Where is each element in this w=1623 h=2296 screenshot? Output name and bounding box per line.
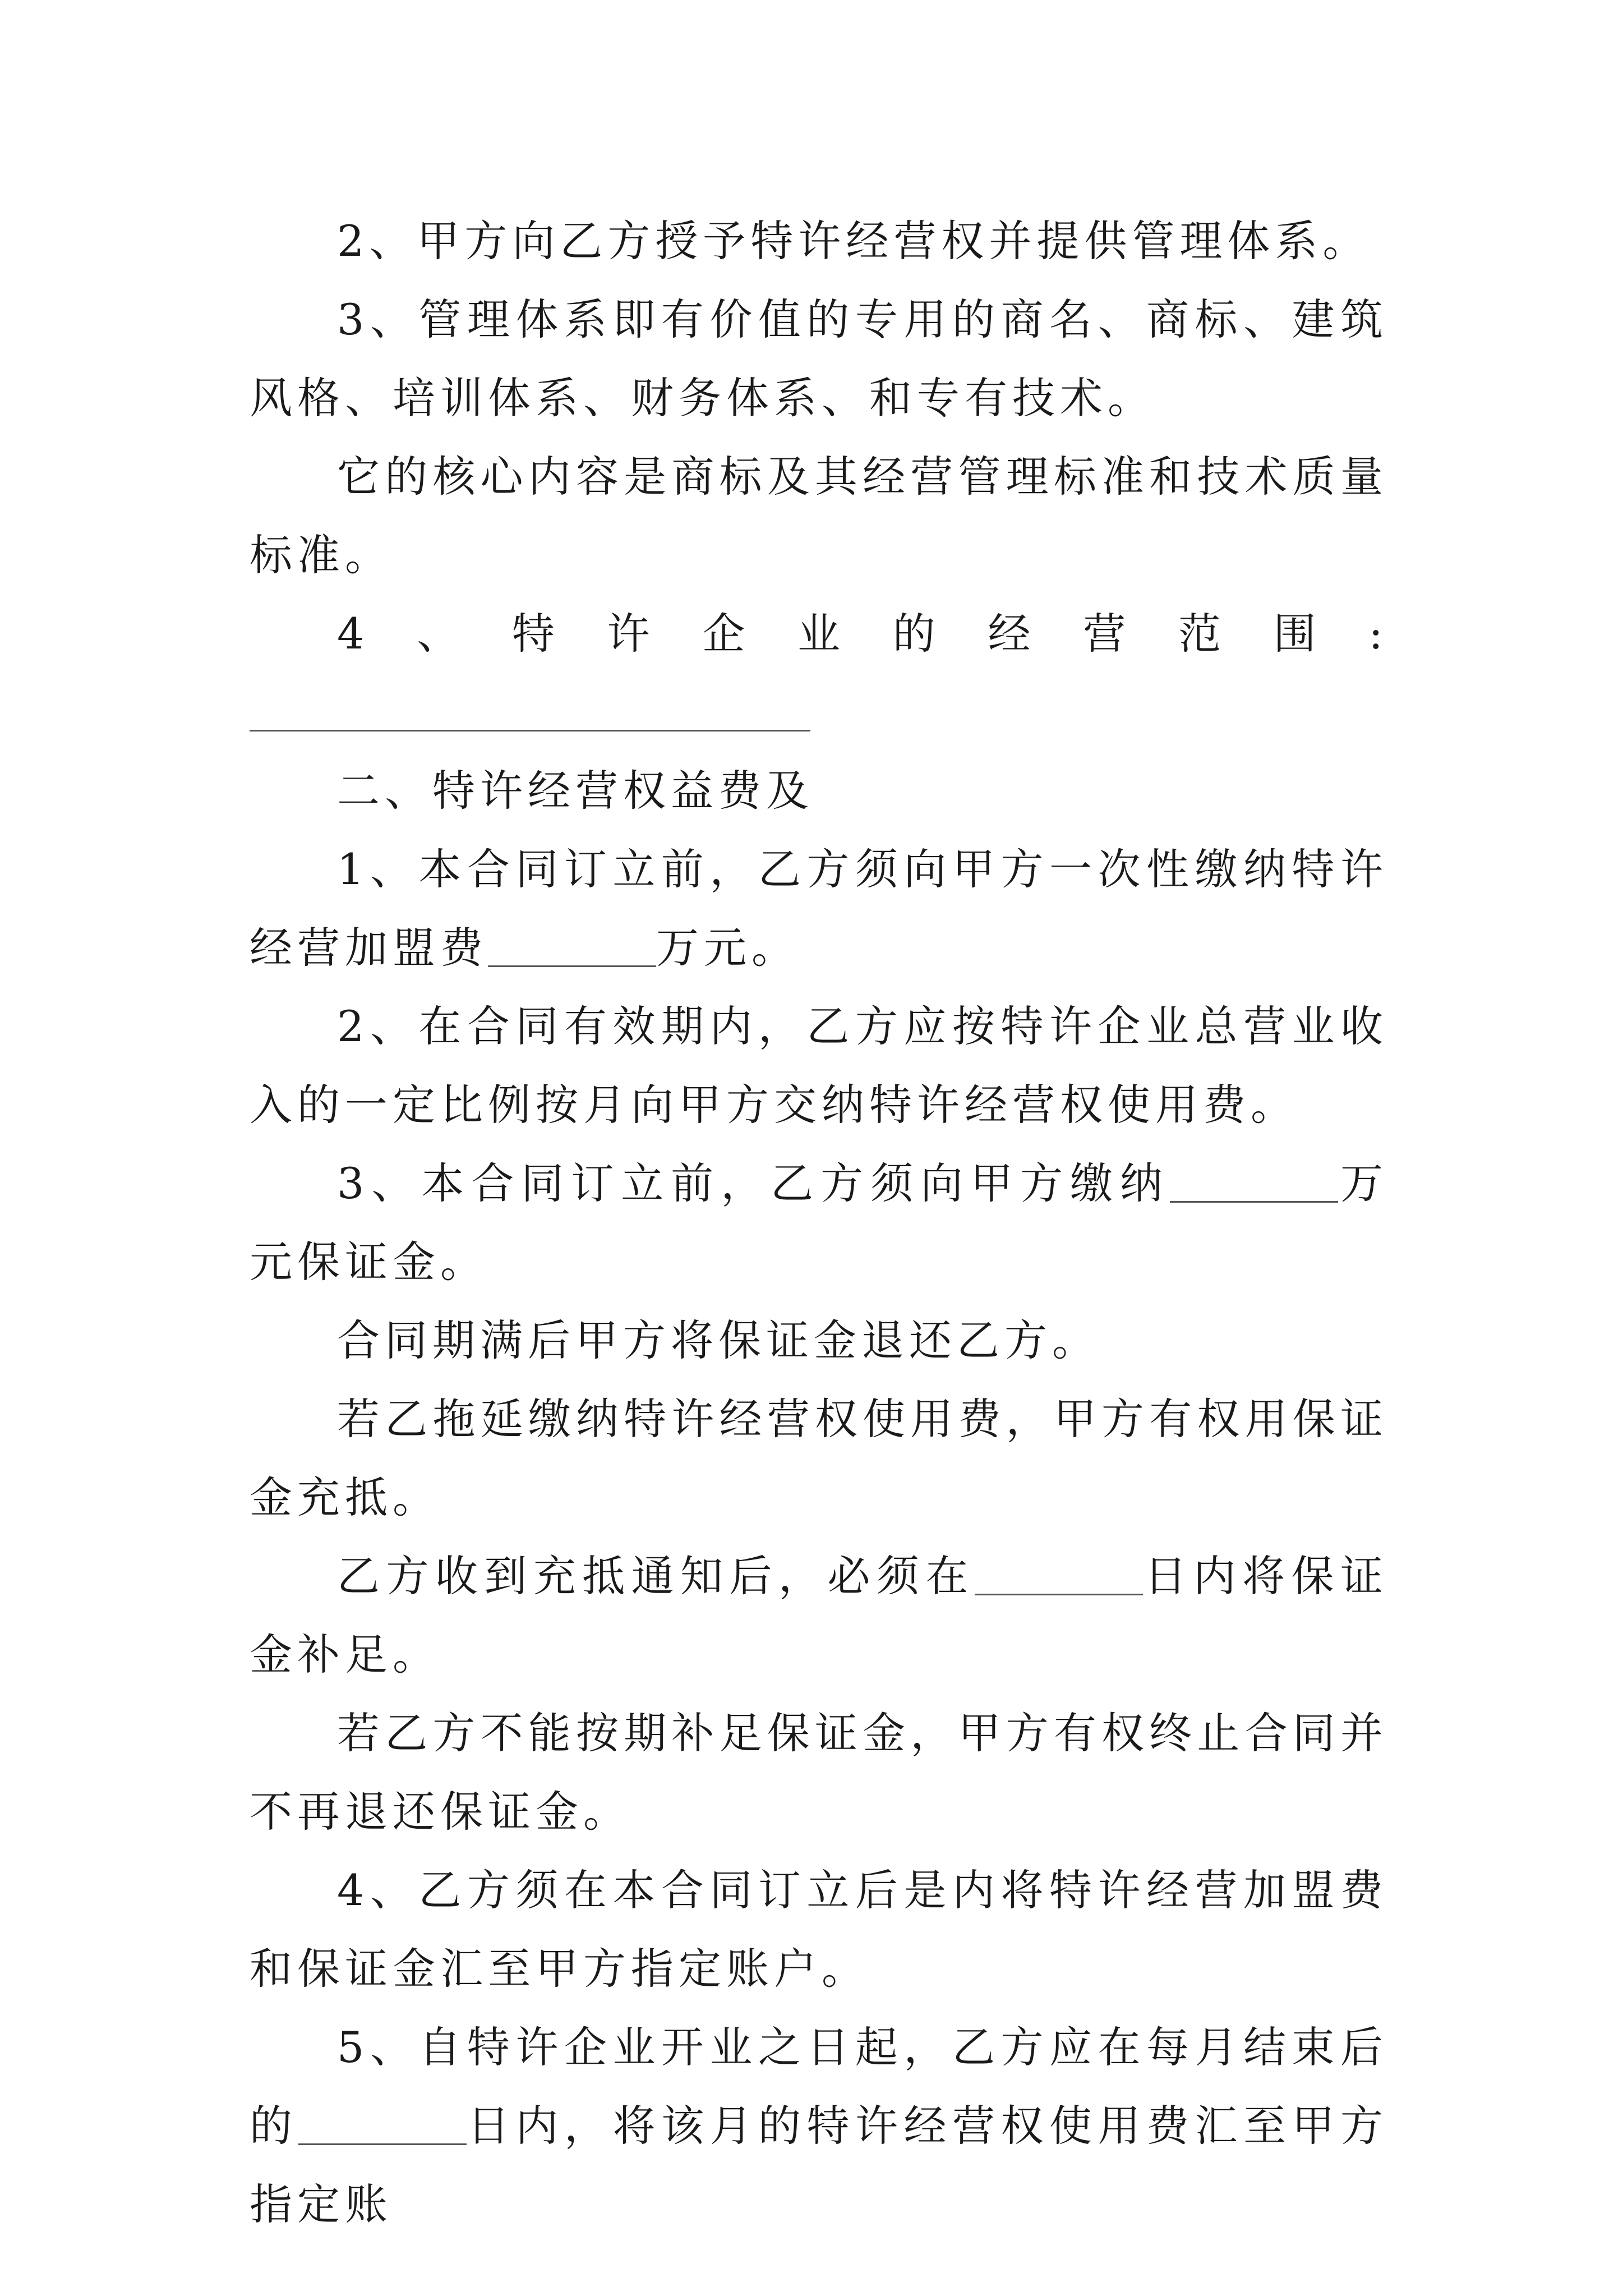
fill-in-blank xyxy=(975,1554,1143,1595)
paragraph-text: 它的核心内容是商标及其经营管理标准和技术质量标准。 xyxy=(250,452,1388,580)
fill-in-blank xyxy=(298,2104,467,2145)
paragraph-14 xyxy=(250,2008,1388,2244)
paragraph-5 xyxy=(250,752,1388,830)
fill-in-blank xyxy=(1170,1162,1338,1203)
paragraph-7 xyxy=(250,987,1388,1144)
paragraph-11 xyxy=(250,1537,1388,1694)
fill-in-blank xyxy=(488,926,656,967)
paragraph-text: 3、管理体系即有价值的专用的商名、商标、建筑风格、培训体系、财务体系、和专有技术。 xyxy=(250,295,1388,423)
paragraph-8 xyxy=(250,1144,1388,1301)
paragraph-6 xyxy=(250,830,1388,987)
paragraph-12 xyxy=(250,1694,1388,1851)
paragraph-3 xyxy=(250,438,1388,595)
paragraph-text-before: 乙方收到充抵通知后，必须在 xyxy=(337,1551,975,1601)
paragraph-text-before: 5、自特许企业开业之日起，乙方应在每月结束后的 xyxy=(250,2022,1388,2151)
paragraph-text: 若乙方不能按期补足保证金，甲方有权终止合同并不再退还保证金。 xyxy=(250,1708,1388,1837)
paragraph-text-after: 万元保证金。 xyxy=(250,1158,1388,1287)
paragraph-10 xyxy=(250,1380,1388,1537)
document-body xyxy=(250,202,1388,2244)
section-heading: 二、特许经营权益费及 xyxy=(337,766,814,816)
paragraph-text-after: 万元。 xyxy=(656,923,799,973)
paragraph-text-after: 日内将保证金补足。 xyxy=(250,1551,1389,1680)
paragraph-4 xyxy=(250,595,1388,752)
paragraph-text: 合同期满后甲方将保证金退还乙方。 xyxy=(337,1315,1100,1365)
paragraph-9 xyxy=(250,1301,1388,1380)
paragraph-text-before: 3、本合同订立前，乙方须向甲方缴纳 xyxy=(337,1158,1170,1208)
fill-in-blank xyxy=(250,691,810,731)
paragraph-1 xyxy=(250,202,1388,280)
paragraph-2 xyxy=(250,280,1388,438)
paragraph-text-after: 日内，将该月的特许经营权使用费汇至甲方指定账 xyxy=(250,2101,1388,2229)
paragraph-text-before: 4、特许企业的经营范围: xyxy=(337,609,1388,659)
paragraph-text: 4、乙方须在本合同订立后是内将特许经营加盟费和保证金汇至甲方指定账户。 xyxy=(250,1865,1388,1994)
paragraph-text: 若乙拖延缴纳特许经营权使用费，甲方有权用保证金充抵。 xyxy=(250,1394,1388,1522)
paragraph-text-before: 1、本合同订立前，乙方须向甲方一次性缴纳特许经营加盟费 xyxy=(250,844,1388,973)
paragraph-13 xyxy=(250,1851,1388,2008)
paragraph-text: 2、甲方向乙方授予特许经营权并提供管理体系。 xyxy=(337,216,1371,266)
paragraph-text: 2、在合同有效期内，乙方应按特许企业总营业收入的一定比例按月向甲方交纳特许经营权使用费。 xyxy=(250,1001,1388,1130)
